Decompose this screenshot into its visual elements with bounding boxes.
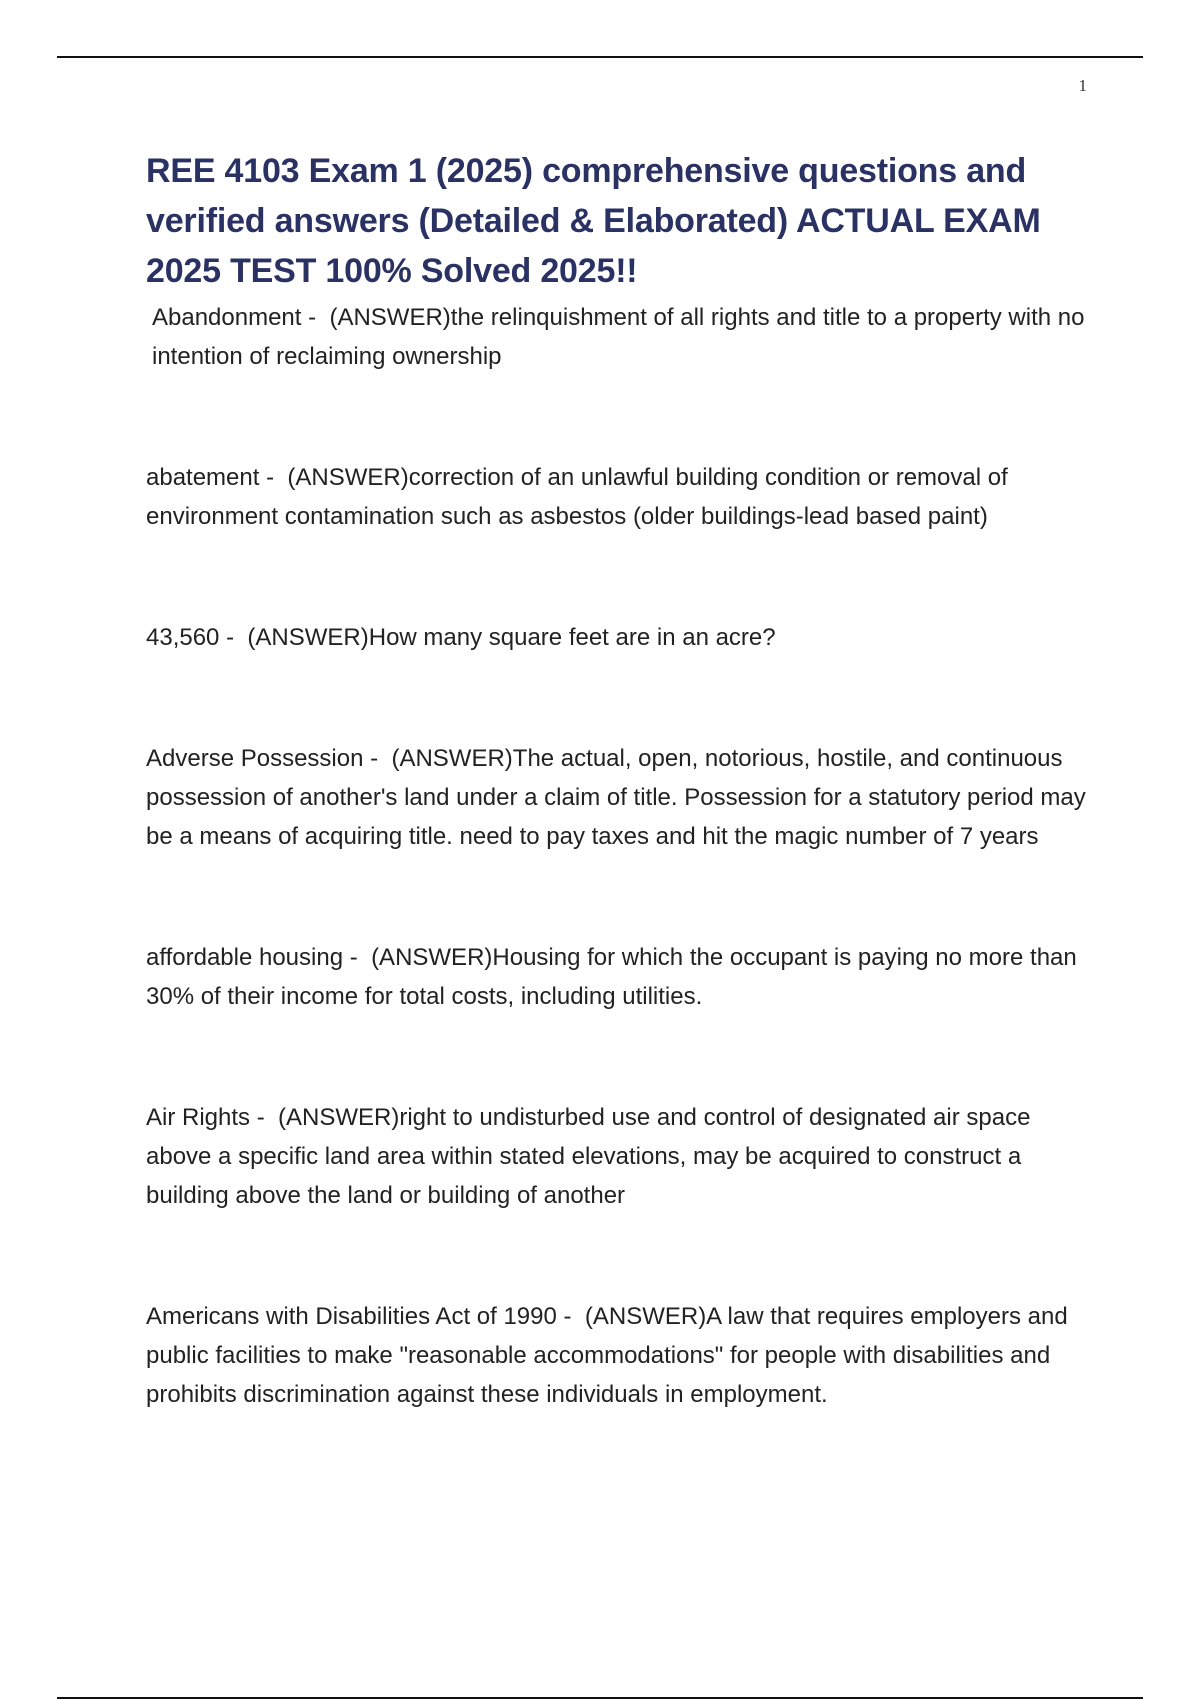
entry-separator: - xyxy=(343,944,372,971)
glossary-entry xyxy=(146,938,1096,1016)
entry-term: Adverse Possession xyxy=(146,745,364,772)
entry-answer: (ANSWER)correction of an unlawful building condition or removal of environment contamination such as asbestos (older buildings-lead based paint) xyxy=(146,464,1008,530)
glossary-entry xyxy=(146,1297,1096,1414)
entry-answer: (ANSWER)Housing for which the occupant is paying no more than 30% of their income for total costs, including utilities. xyxy=(146,944,1077,1010)
glossary-entry xyxy=(146,458,1096,536)
entry-answer: (ANSWER)How many square feet are in an acre? xyxy=(247,624,776,651)
header-rule xyxy=(57,56,1143,58)
entry-separator: - xyxy=(363,745,392,772)
page-content xyxy=(146,146,1096,1496)
entry-answer: (ANSWER)right to undisturbed use and control of designated air space above a specific land area within stated elevations, may be acquired to construct a building above the land or building of another xyxy=(146,1104,1031,1209)
entry-answer: (ANSWER)A law that requires employers and public facilities to make "reasonable accommodations" for people with disabilities and prohibits discrimination against these individuals in employment. xyxy=(146,1303,1068,1408)
entry-term: Abandonment xyxy=(152,304,302,331)
entry-separator: - xyxy=(250,1104,279,1131)
glossary-entry xyxy=(146,618,1096,657)
entry-separator: - xyxy=(301,304,330,331)
glossary-entry xyxy=(146,298,1096,376)
footer-rule xyxy=(57,1697,1143,1699)
entry-separator: - xyxy=(259,464,288,491)
entry-separator: - xyxy=(219,624,248,651)
page-number: 1 xyxy=(1078,76,1087,95)
glossary-list xyxy=(146,298,1096,1414)
entry-answer: (ANSWER)The actual, open, notorious, hostile, and continuous possession of another's land under a claim of title. Possession for a statutory period may be a means of acquiring title. need to pay taxes and hit the magic number of 7 years xyxy=(146,745,1086,850)
entry-answer: (ANSWER)the relinquishment of all rights and title to a property with no intention of reclaiming ownership xyxy=(152,304,1085,370)
entry-separator: - xyxy=(556,1303,585,1330)
document-title: REE 4103 Exam 1 (2025) comprehensive questions and verified answers (Detailed & Elaborated) ACTUAL EXAM 2025 TEST 100% Solved 2025!! xyxy=(146,152,1041,290)
entry-term: affordable housing xyxy=(146,944,344,971)
entry-term: Air Rights xyxy=(146,1104,251,1131)
glossary-entry xyxy=(146,739,1096,856)
glossary-entry xyxy=(146,1098,1096,1215)
entry-term: abatement xyxy=(146,464,260,491)
entry-term: 43,560 xyxy=(146,624,220,651)
entry-term: Americans with Disabilities Act of 1990 xyxy=(146,1303,557,1330)
